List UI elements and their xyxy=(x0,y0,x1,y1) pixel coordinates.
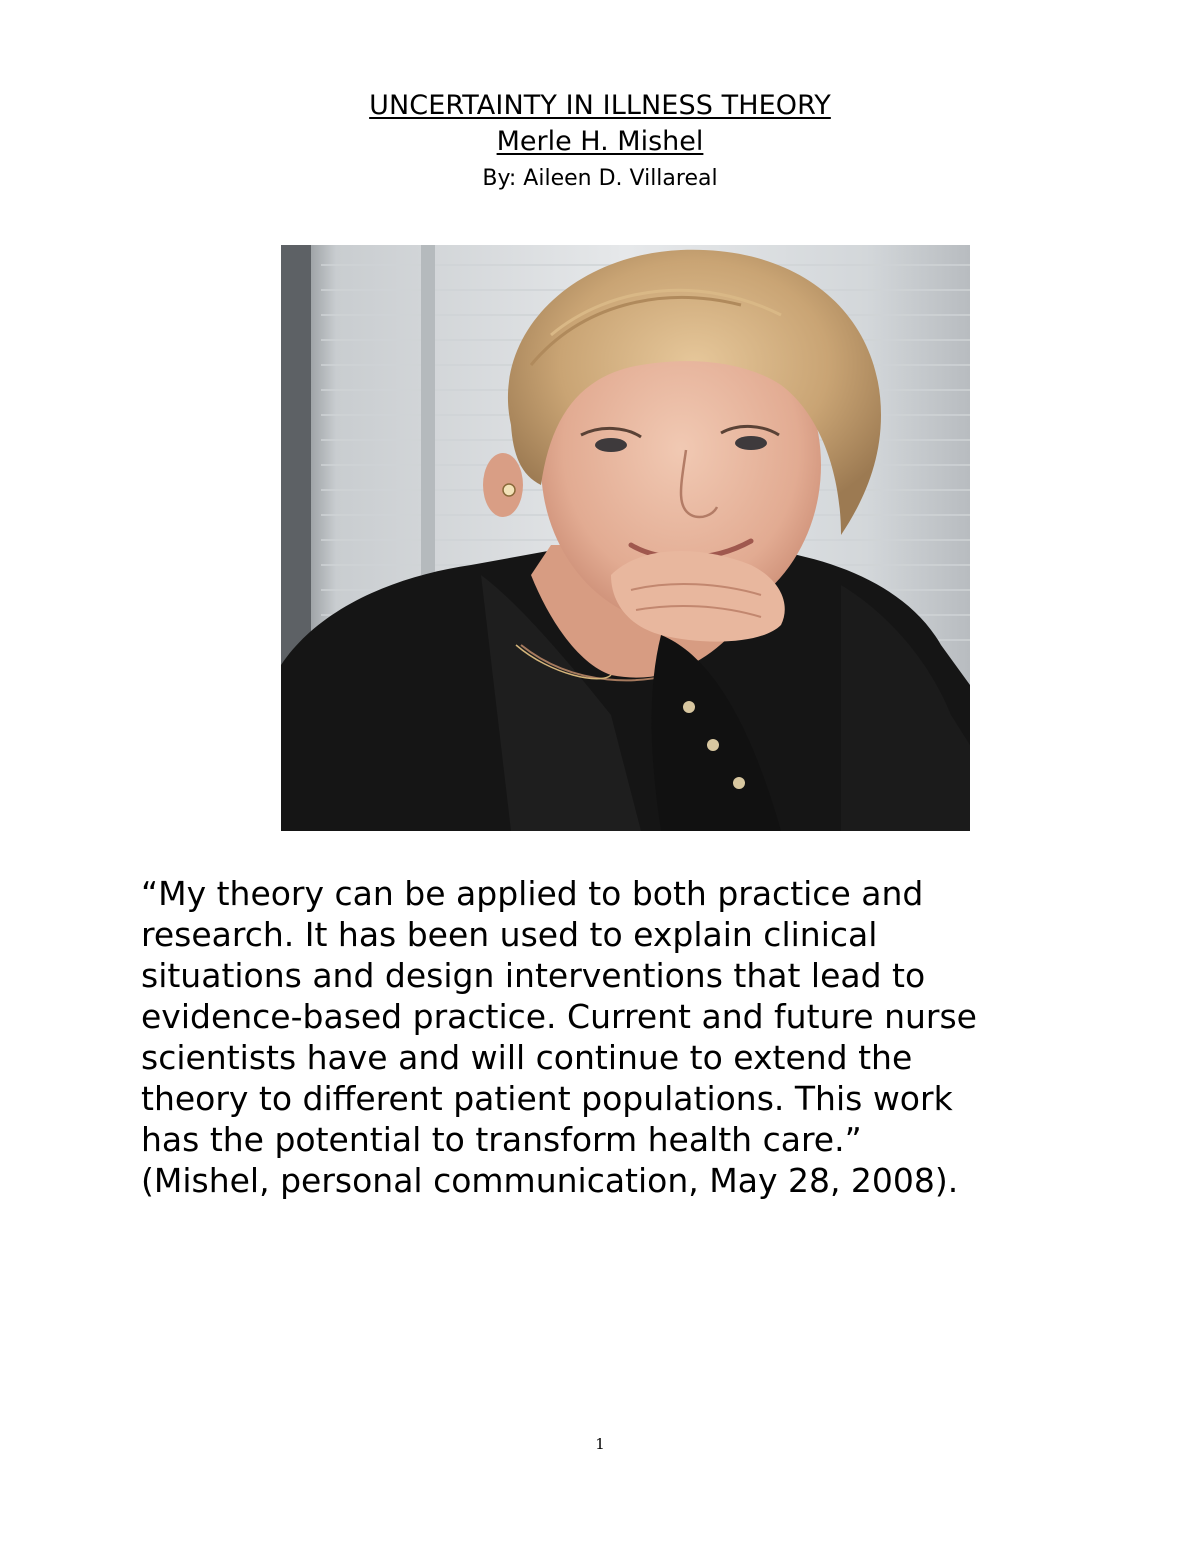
quote-line: research. It has been used to explain clinical xyxy=(141,915,878,954)
quote-citation: (Mishel, personal communication, May 28, 2008). xyxy=(141,1161,959,1200)
document-title: UNCERTAINTY IN ILLNESS THEORY xyxy=(369,90,831,121)
document-header xyxy=(0,88,1200,196)
portrait-photo xyxy=(281,245,970,831)
quote-line: scientists have and will continue to extend the xyxy=(141,1038,913,1077)
page-number: 1 xyxy=(595,1435,605,1453)
theorist-name: Merle H. Mishel xyxy=(496,126,704,157)
author-byline: By: Aileen D. Villareal xyxy=(482,166,718,191)
quote-line: theory to different patient populations. This work xyxy=(141,1079,953,1118)
quote-line: situations and design interventions that lead to xyxy=(141,956,926,995)
quote-line: evidence-based practice. Current and future nurse xyxy=(141,997,977,1036)
quote-line: “My theory can be applied to both practice and xyxy=(141,874,924,913)
quote-line: has the potential to transform health care.” xyxy=(141,1120,862,1159)
theorist-quote xyxy=(141,873,1061,1201)
